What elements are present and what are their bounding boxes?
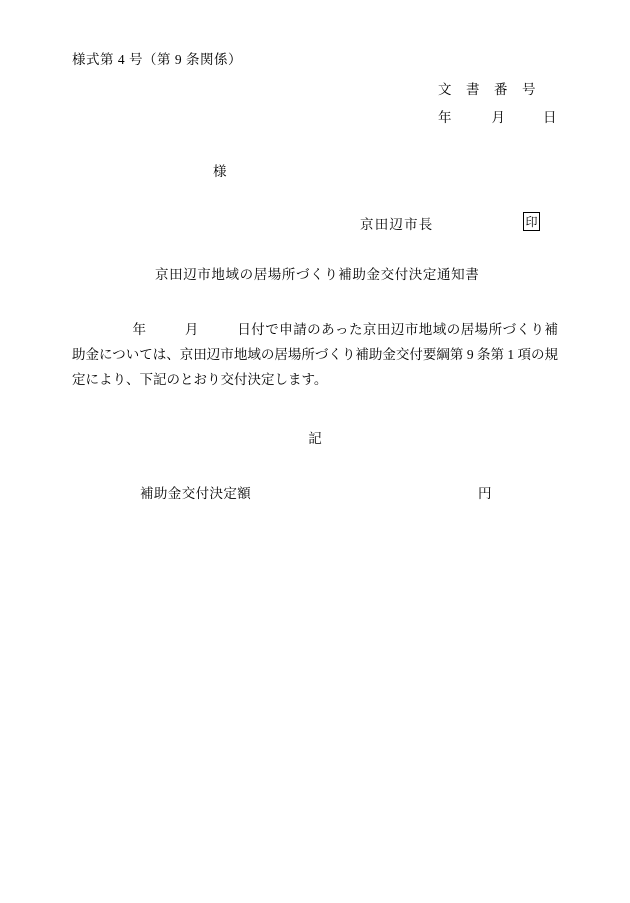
issuer-name: 京田辺市長 [360,217,434,232]
amount-row [140,482,500,502]
document-date-line [438,106,557,126]
body-text-part2: については、京田辺市地域の居場所づくり補助金交付要綱第 9 条第 1 項の規定 [72,347,558,387]
body-text [72,317,558,392]
body-text-part3: により、下記のとおり交付決定します。 [85,372,328,387]
date-day-label: 日 [543,110,557,125]
amount-label: 補助金交付決定額 [140,486,252,501]
amount-unit: 円 [478,486,492,501]
date-month-label: 月 [491,110,505,125]
body-date-month: 月 [184,322,199,337]
body-text-part1: 日付で申請のあった京田辺市地域の居場所づくり補助金 [72,322,558,362]
form-number: 様式第 4 号（第 9 条関係） [72,52,242,67]
page-title: 京田辺市地域の居場所づくり補助金交付決定通知書 [155,267,480,282]
addressee-honorific: 様 [213,164,227,179]
seal-icon: 印 [523,212,540,231]
ki-heading: 記 [308,431,322,446]
date-year-label: 年 [438,110,452,125]
document-number-label: 文 書 番 号 [438,82,536,97]
body-date-year: 年 [132,322,147,337]
